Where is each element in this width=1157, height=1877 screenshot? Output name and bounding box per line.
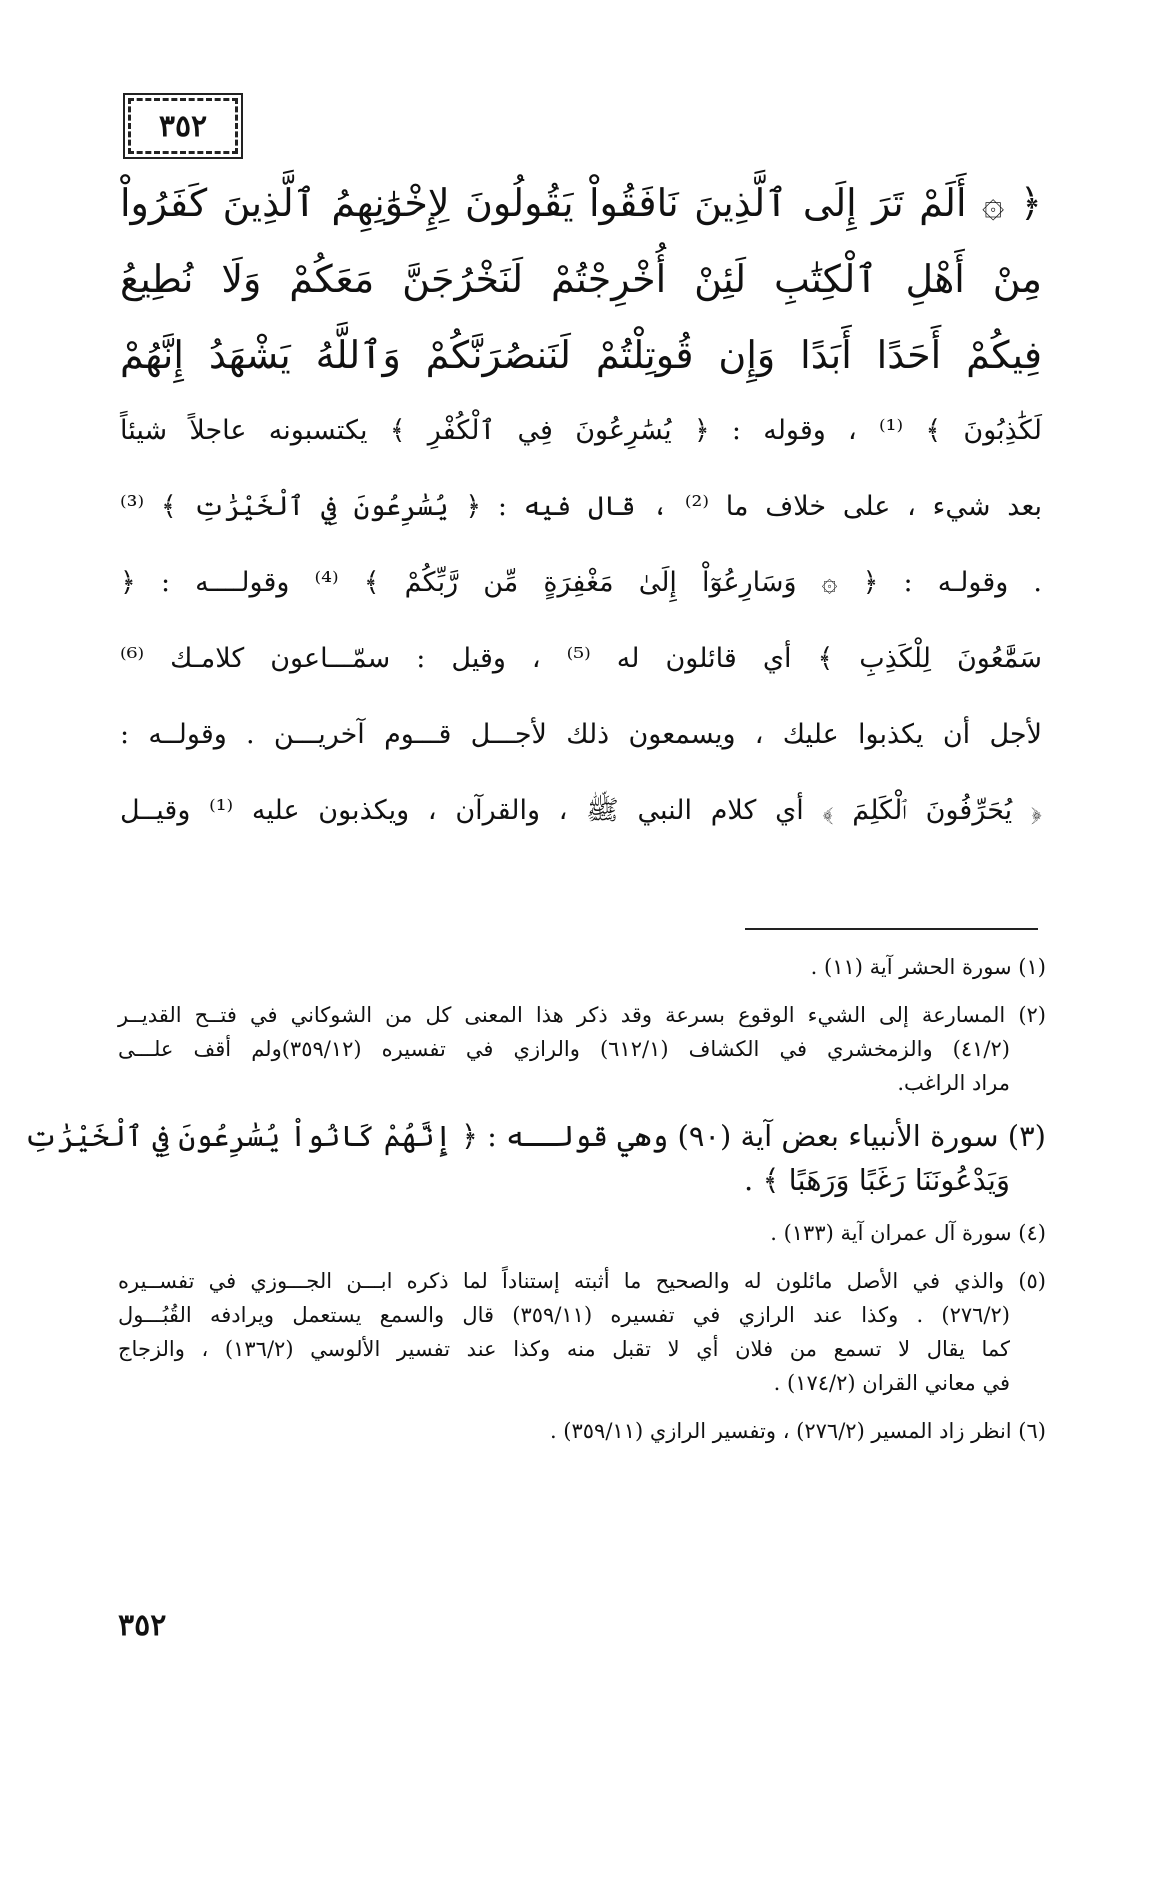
footnote-line: (٥) والذي في الأصل مائلون له والصحيح ما أثبته إستناداً لما ذكره ابـــن الجـــوزي في تفســيره: [118, 1269, 1046, 1293]
text-line: مِنْ أَهْلِ ٱلْكِتَٰبِ لَئِنْ أُخْرِجْتُمْ لَنَخْرُجَنَّ مَعَكُمْ وَلَا نُطِيعُ: [120, 257, 1042, 301]
footnote-line: (٣) سورة الأنبياء بعض آية (٩٠) وهي قولــه : ﴿ إِنَّهُمْ كَانُواْ يُسَٰرِعُونَ فِي ٱلْخَيْرَٰتِ: [24, 1119, 1046, 1153]
footnote-4: [118, 1216, 1046, 1250]
text-line: فِيكُمْ أَحَدًا أَبَدًا وَإِن قُوتِلْتُمْ لَنَنصُرَنَّكُمْ وَٱللَّهُ يَشْهَدُ إِنَّهُمْ: [120, 333, 1042, 377]
footnote-line: كما يقال لا تسمع من فلان أي لا تقبل منه وكذا عند تفسير الألوسي (١٣٦/٢) ، والزجاج: [118, 1337, 1011, 1361]
text-line: لأجل أن يكذبوا عليك ، ويسمعون ذلك لأجـــل قـــوم آخريـــن . وقولــه :: [120, 719, 1042, 750]
footnote-2: [118, 998, 1046, 1100]
footnote-5: [118, 1264, 1046, 1400]
text-line: ﴿ يُحَرِّفُونَ ٱلْكَلِمَ ﴾ أي كلام النبي ﷺ ، والقرآن ، ويكذبون عليه ⁽¹⁾ وقيــل: [120, 795, 1042, 826]
footnote-line: في معاني القران (١٧٤/٢) .: [773, 1371, 1010, 1395]
footnote-line: مراد الراغب.: [897, 1071, 1010, 1095]
text-line: . وقولـه : ﴿ ۞ وَسَارِعُوٓاْ إِلَىٰ مَغْفِرَةٍ مِّن رَّبِّكُمْ ﴾ ⁽⁴⁾ وقولــــه : ﴿: [120, 567, 1042, 598]
page-number-bottom: ٣٥٢: [118, 1608, 167, 1643]
footnote-line: (٦) انظر زاد المسير (٢٧٦/٢) ، وتفسير الرازي (٣٥٩/١١) .: [549, 1419, 1046, 1443]
text-line: لَكَٰذِبُونَ ﴾ ⁽¹⁾ ، وقوله : ﴿ يُسَٰرِعُونَ فِي ٱلْكُفْرِ ﴾ يكتسبونه عاجلاً شيئاً: [120, 415, 1042, 446]
footnote-6: [118, 1414, 1046, 1448]
main-text-block: [120, 165, 1042, 849]
footnote-3: [24, 1114, 1046, 1202]
footnote-divider: [745, 928, 1038, 930]
text-line: ﴿ ۞ أَلَمْ تَرَ إِلَى ٱلَّذِينَ نَافَقُواْ يَقُولُونَ لِإِخْوَٰنِهِمُ ٱلَّذِينَ كَفَرُواْ: [120, 181, 1042, 225]
footnote-1: [118, 950, 1046, 984]
page-number-frame: [128, 98, 238, 154]
page-number-top: ٣٥٢: [158, 108, 208, 144]
footnotes-block: [24, 950, 1046, 1462]
footnote-line: (٢٧٦/٢) . وكذا عند الرازي في تفسيره (٣٥٩/١١) قال والسمع يستعمل ويرادفه القُبُـــول: [118, 1303, 1010, 1327]
footnote-line: وَيَدْعُونَنَا رَغَبًا وَرَهَبًا ﴾ .: [744, 1163, 1010, 1197]
footnote-line: (٤١/٢) والزمخشري في الكشاف (٦١٢/١) والرازي في تفسيره (٣٥٩/١٢)ولم أقف علـــى: [118, 1037, 1010, 1061]
text-line: سَمَّٰعُونَ لِلْكَذِبِ ﴾ أي قائلون له ⁽⁵⁾ ، وقيل : سمّـــاعون كلامـك ⁽⁶⁾: [120, 643, 1042, 674]
text-line: بعد شيء ، على خلاف ما ⁽²⁾ ، قال فيه : ﴿ يُسَٰرِعُونَ فِي ٱلْخَيْرَٰتِ ﴾ ⁽³⁾: [120, 491, 1042, 522]
footnote-line: (٤) سورة آل عمران آية (١٣٣) .: [770, 1221, 1046, 1245]
footnote-line: (٢) المسارعة إلى الشيء الوقوع بسرعة وقد ذكر هذا المعنى كل من الشوكاني في فتــح القديــر: [118, 1003, 1046, 1027]
footnote-line: (١) سورة الحشر آية (١١) .: [810, 955, 1046, 979]
